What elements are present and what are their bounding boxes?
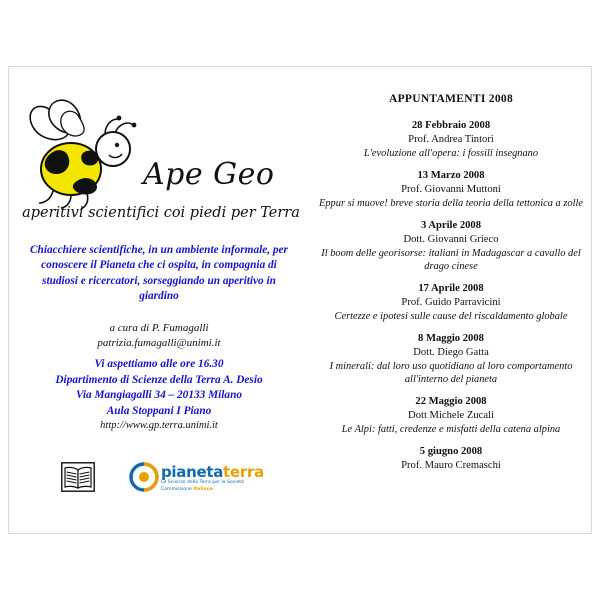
event-item xyxy=(315,169,587,211)
pianeta-word: pianeta xyxy=(161,463,224,481)
event-date: 5 giugno 2008 xyxy=(419,445,483,457)
event-date: 3 Aprile 2008 xyxy=(420,219,482,231)
venue-street: Via Mangiagalli 34 – 20133 Milano xyxy=(75,389,243,402)
event-item xyxy=(315,332,587,387)
event-date: 8 Maggio 2008 xyxy=(418,332,484,344)
event-talk: Le Alpi: fatti, credenze e misfatti della catena alpina xyxy=(341,424,561,436)
tagline2-plain: Commissione xyxy=(161,486,194,492)
event-speaker: Prof. Mauro Cremaschi xyxy=(401,460,501,472)
event-talk: I minerali: dal loro uso quotidiano al loro comportamento all'interno del pianeta xyxy=(329,360,573,386)
event-speaker: Prof. Guido Parravicini xyxy=(401,297,501,309)
logo-subtitle: aperitivi scientifici coi piedi per Terra xyxy=(22,205,300,221)
event-speaker: Dott. Giovanni Grieco xyxy=(403,233,499,245)
venue-time: Vi aspettiamo alle ore 16.30 xyxy=(94,358,224,370)
event-date: 28 Febbraio 2008 xyxy=(411,120,491,131)
event-date: 17 Aprile 2008 xyxy=(418,282,484,294)
curator-line: a cura di P. Fumagalli xyxy=(109,322,209,334)
website-link[interactable]: http://www.gp.terra.unimi.it xyxy=(100,420,218,431)
footer-logos xyxy=(61,462,301,502)
event-item xyxy=(315,445,587,473)
event-item xyxy=(315,282,587,324)
venue-block xyxy=(23,357,295,419)
event-speaker: Dott. Diego Gatta xyxy=(413,346,489,358)
event-item xyxy=(315,119,587,161)
event-talk: Eppur si muove! breve storia della teoria della tettonica a zolle xyxy=(319,198,583,210)
tagline2-bold: Italiana xyxy=(193,486,213,492)
events-list xyxy=(315,119,587,481)
intro-paragraph: Chiacchiere scientifiche, in un ambiente informale, per conoscere il Pianeta che ci ospita, in compagnia di studiosi e ricercatori, sorseggiando un aperitivo in giardino xyxy=(30,244,288,302)
event-talk: Il boom delle georisorse: italiani in Madagascar a cavallo del drago cinese xyxy=(321,247,581,273)
events-column xyxy=(309,67,593,535)
logo-title: Ape Geo xyxy=(143,157,275,192)
pianetaterra-tagline-1: Le Scienze della Terra per la Società xyxy=(161,480,244,485)
event-date: 13 Marzo 2008 xyxy=(417,169,485,181)
event-speaker: Prof. Andrea Tintori xyxy=(408,134,494,146)
left-column xyxy=(9,67,309,535)
venue-department: Dipartimento di Scienze della Terra A. Desio xyxy=(55,373,263,386)
pianetaterra-logo xyxy=(129,462,281,494)
curator-block xyxy=(23,321,295,351)
event-date: 22 Maggio 2008 xyxy=(415,395,487,407)
event-item xyxy=(315,219,587,274)
events-title: APPUNTAMENTI 2008 xyxy=(388,93,514,105)
event-talk: Certezze e ipotesi sulle cause del riscaldamento globale xyxy=(334,311,568,323)
event-speaker: Dott Michele Zucali xyxy=(408,410,494,422)
poster-sheet xyxy=(8,66,592,534)
bee-icon xyxy=(19,97,144,212)
terra-word: terra xyxy=(223,463,264,481)
venue-room: Aula Stoppani I Piano xyxy=(106,404,212,417)
curator-email[interactable]: patrizia.fumagalli@unimi.it xyxy=(97,336,221,349)
pianetaterra-tagline-2 xyxy=(161,487,213,492)
event-speaker: Prof. Giovanni Muttoni xyxy=(401,184,501,196)
event-item xyxy=(315,395,587,437)
open-book-icon xyxy=(61,462,95,492)
event-talk: L'evoluzione all'opera: i fossili insegnano xyxy=(363,148,539,160)
